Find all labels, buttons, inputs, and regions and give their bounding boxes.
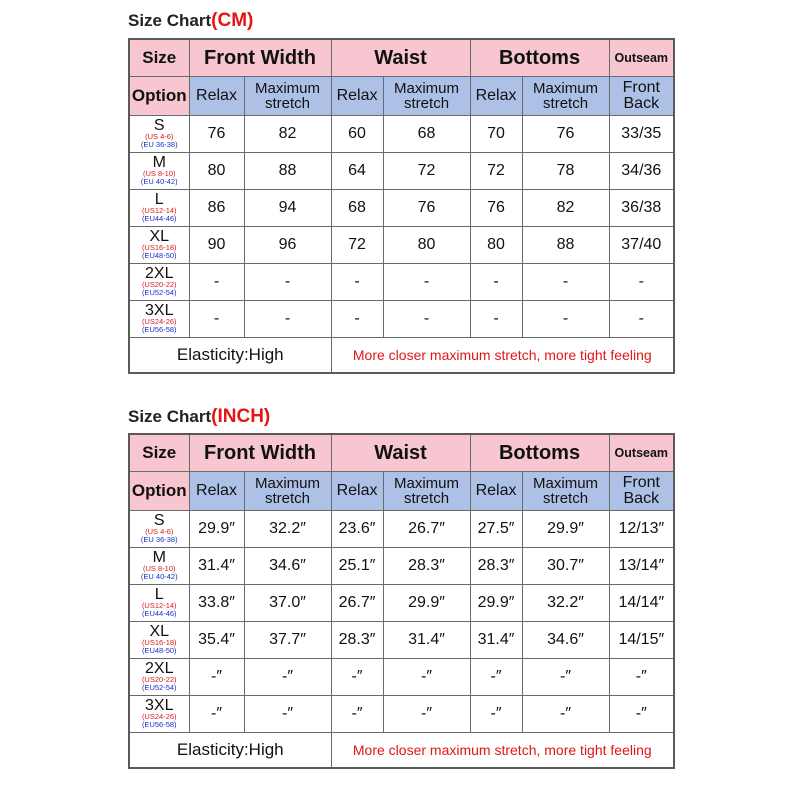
size-name: M: [152, 153, 166, 171]
bottoms-max-value: 34.6″: [522, 621, 609, 658]
waist-label: Waist: [374, 441, 427, 464]
size-name: L: [154, 585, 164, 603]
front-width-max-value: 37.7″: [244, 621, 331, 658]
front-back-header: [609, 76, 674, 115]
front-width-relax-value: 76: [189, 115, 244, 152]
outseam-label: Outseam: [614, 50, 669, 65]
size-name: 3XL: [145, 301, 174, 319]
elasticity-label: Elasticity:High: [129, 337, 331, 373]
bottoms-relax-value: 27.5″: [470, 510, 522, 547]
front-width-max-value: -″: [244, 658, 331, 695]
us-size: (US20-22): [141, 279, 177, 289]
us-size: (US 4-6): [145, 526, 174, 536]
outseam-front-back-value: -″: [609, 695, 674, 732]
size-label-cell: [129, 658, 189, 695]
size-table-inch: [128, 433, 675, 769]
max-stretch-header: [522, 471, 609, 510]
size-row: [129, 658, 674, 695]
waist-relax-value: -″: [331, 658, 383, 695]
relax-header: [470, 471, 522, 510]
size-row: [129, 226, 674, 263]
waist-header: [331, 434, 470, 471]
eu-size: (EU56-58): [141, 325, 177, 335]
outseam-front-back-value: -: [609, 263, 674, 300]
outseam-front-back-value: 12/13″: [609, 510, 674, 547]
outseam-front-back-value: 14/14″: [609, 584, 674, 621]
relax-header: [189, 471, 244, 510]
max-line2-label: stretch: [265, 94, 311, 112]
size-label: Size: [142, 443, 177, 463]
relax-header: [331, 471, 383, 510]
size-row: [129, 263, 674, 300]
relax-label: Relax: [336, 481, 378, 499]
bottoms-max-value: 32.2″: [522, 584, 609, 621]
chart-heading-unit: (INCH): [211, 406, 271, 427]
bottoms-max-value: 29.9″: [522, 510, 609, 547]
front-width-relax-value: -″: [189, 658, 244, 695]
front-width-relax-value: 31.4″: [189, 547, 244, 584]
front-width-relax-value: 80: [189, 152, 244, 189]
waist-label: Waist: [374, 46, 427, 69]
size-row: [129, 584, 674, 621]
size-name: XL: [149, 227, 170, 245]
front-width-max-value: 88: [244, 152, 331, 189]
front-back-header: [609, 471, 674, 510]
front-width-max-value: -″: [244, 695, 331, 732]
front-width-relax-value: -: [189, 300, 244, 337]
outseam-front-back-value: 14/15″: [609, 621, 674, 658]
chart-heading: [128, 406, 270, 428]
max-stretch-header: [244, 76, 331, 115]
front-width-relax-value: -: [189, 263, 244, 300]
eu-size: (EU44-46): [141, 609, 177, 619]
waist-max-value: 72: [383, 152, 470, 189]
bottoms-max-value: -″: [522, 695, 609, 732]
max-stretch-header: [383, 471, 470, 510]
front-width-max-value: -: [244, 300, 331, 337]
chart-heading: [128, 10, 253, 32]
size-name: 2XL: [145, 264, 174, 282]
max-line1-label: Maximum: [255, 79, 321, 97]
size-name: S: [153, 511, 165, 529]
waist-relax-value: 28.3″: [331, 621, 383, 658]
bottoms-label: Bottoms: [498, 441, 581, 464]
waist-relax-value: 25.1″: [331, 547, 383, 584]
chart-heading-unit: (CM): [211, 10, 254, 31]
waist-max-value: 28.3″: [383, 547, 470, 584]
waist-max-value: -″: [383, 695, 470, 732]
fit-note: More closer maximum stretch, more tight feeling: [331, 732, 674, 768]
bottoms-max-value: 76: [522, 115, 609, 152]
us-size: (US24-26): [141, 711, 177, 721]
us-size: (US24-26): [141, 316, 177, 326]
max-line2-label: stretch: [404, 94, 450, 112]
waist-max-value: -: [383, 300, 470, 337]
bottoms-relax-value: 72: [470, 152, 522, 189]
max-line1-label: Maximum: [255, 474, 321, 492]
max-line2-label: stretch: [404, 489, 450, 507]
us-size: (US12-14): [141, 205, 177, 215]
front-width-relax-value: 35.4″: [189, 621, 244, 658]
bottoms-relax-value: 76: [470, 189, 522, 226]
max-stretch-header: [522, 76, 609, 115]
waist-max-value: 31.4″: [383, 621, 470, 658]
bottoms-max-value: 30.7″: [522, 547, 609, 584]
waist-relax-value: 72: [331, 226, 383, 263]
relax-header: [331, 76, 383, 115]
bottoms-header: [470, 434, 609, 471]
bottoms-relax-value: -: [470, 263, 522, 300]
front-width-header: [189, 434, 331, 471]
size-name: L: [154, 190, 164, 208]
eu-size: (EU52-54): [141, 683, 177, 693]
size-label-cell: [129, 152, 189, 189]
footer-row: [129, 337, 674, 373]
waist-relax-value: 26.7″: [331, 584, 383, 621]
bottoms-relax-value: 29.9″: [470, 584, 522, 621]
size-label-cell: [129, 115, 189, 152]
max-line1-label: Maximum: [533, 474, 599, 492]
max-line2-label: stretch: [543, 94, 589, 112]
bottoms-max-value: 78: [522, 152, 609, 189]
option-label: Option: [131, 86, 187, 105]
front-label: Front: [622, 473, 660, 491]
bottoms-label: Bottoms: [498, 46, 581, 69]
size-row: [129, 300, 674, 337]
max-line2-label: stretch: [265, 489, 311, 507]
elasticity-label: Elasticity:High: [129, 732, 331, 768]
outseam-front-back-value: -″: [609, 658, 674, 695]
outseam-front-back-value: 33/35: [609, 115, 674, 152]
front-label: Front: [622, 78, 660, 96]
waist-max-value: 80: [383, 226, 470, 263]
us-size: (US 8-10): [142, 563, 176, 573]
front-width-relax-value: 90: [189, 226, 244, 263]
front-width-relax-value: 29.9″: [189, 510, 244, 547]
outseam-front-back-value: 36/38: [609, 189, 674, 226]
waist-max-value: 26.7″: [383, 510, 470, 547]
size-row: [129, 621, 674, 658]
size-label-cell: [129, 695, 189, 732]
waist-relax-value: 64: [331, 152, 383, 189]
us-size: (US16-18): [141, 242, 177, 252]
size-row: [129, 510, 674, 547]
waist-relax-value: 68: [331, 189, 383, 226]
front-width-relax-value: -″: [189, 695, 244, 732]
front-width-relax-value: 33.8″: [189, 584, 244, 621]
relax-label: Relax: [475, 86, 517, 104]
max-stretch-header: [244, 471, 331, 510]
front-width-max-value: 32.2″: [244, 510, 331, 547]
us-size: (US12-14): [141, 600, 177, 610]
max-line1-label: Maximum: [394, 79, 460, 97]
relax-header: [189, 76, 244, 115]
size-row: [129, 189, 674, 226]
max-line2-label: stretch: [543, 489, 589, 507]
outseam-header: [609, 39, 674, 76]
size-label-cell: [129, 263, 189, 300]
bottoms-relax-value: -″: [470, 695, 522, 732]
option-header: [129, 471, 189, 510]
waist-relax-value: 60: [331, 115, 383, 152]
bottoms-header: [470, 39, 609, 76]
size-name: 2XL: [145, 659, 174, 677]
bottoms-relax-value: 31.4″: [470, 621, 522, 658]
bottoms-max-value: -: [522, 263, 609, 300]
waist-relax-value: -: [331, 263, 383, 300]
option-label: Option: [131, 481, 187, 500]
chart-heading-prefix: Size Chart: [128, 11, 212, 30]
waist-relax-value: 23.6″: [331, 510, 383, 547]
size-label-cell: [129, 584, 189, 621]
us-size: (US20-22): [141, 674, 177, 684]
max-stretch-header: [383, 76, 470, 115]
size-row: [129, 115, 674, 152]
eu-size: (EU48-50): [141, 646, 177, 656]
outseam-front-back-value: -: [609, 300, 674, 337]
waist-relax-value: -: [331, 300, 383, 337]
eu-size: (EU56-58): [141, 720, 177, 730]
front-width-max-value: 34.6″: [244, 547, 331, 584]
front-width-max-value: 82: [244, 115, 331, 152]
size-table-cm: [128, 38, 675, 374]
front-width-label: Front Width: [204, 441, 317, 464]
size-label-cell: [129, 621, 189, 658]
size-label-cell: [129, 300, 189, 337]
us-size: (US 8-10): [142, 168, 176, 178]
size-name: S: [153, 116, 165, 134]
size-label-cell: [129, 510, 189, 547]
eu-size: (EU44-46): [141, 214, 177, 224]
front-width-max-value: 94: [244, 189, 331, 226]
front-width-header: [189, 39, 331, 76]
waist-max-value: 29.9″: [383, 584, 470, 621]
outseam-front-back-value: 37/40: [609, 226, 674, 263]
outseam-header: [609, 434, 674, 471]
relax-label: Relax: [475, 481, 517, 499]
waist-relax-value: -″: [331, 695, 383, 732]
eu-size: (EU 40-42): [140, 572, 178, 582]
chart-heading-prefix: Size Chart: [128, 407, 212, 426]
waist-max-value: -: [383, 263, 470, 300]
eu-size: (EU48-50): [141, 251, 177, 261]
bottoms-relax-value: -″: [470, 658, 522, 695]
back-label: Back: [623, 489, 660, 507]
max-line1-label: Maximum: [394, 474, 460, 492]
bottoms-relax-value: 28.3″: [470, 547, 522, 584]
fit-note: More closer maximum stretch, more tight feeling: [331, 337, 674, 373]
size-row: [129, 152, 674, 189]
size-header: [129, 39, 189, 76]
front-width-label: Front Width: [204, 46, 317, 69]
size-label: Size: [142, 48, 177, 68]
size-name: XL: [149, 622, 170, 640]
eu-size: (EU 36-38): [140, 535, 178, 545]
footer-row: [129, 732, 674, 768]
relax-label: Relax: [196, 481, 237, 499]
size-name: M: [152, 548, 166, 566]
waist-header: [331, 39, 470, 76]
size-row: [129, 695, 674, 732]
front-width-relax-value: 86: [189, 189, 244, 226]
bottoms-relax-value: -: [470, 300, 522, 337]
outseam-front-back-value: 13/14″: [609, 547, 674, 584]
waist-max-value: 68: [383, 115, 470, 152]
bottoms-max-value: -: [522, 300, 609, 337]
size-name: 3XL: [145, 696, 174, 714]
waist-max-value: 76: [383, 189, 470, 226]
eu-size: (EU52-54): [141, 288, 177, 298]
size-row: [129, 547, 674, 584]
back-label: Back: [623, 94, 660, 112]
size-label-cell: [129, 547, 189, 584]
front-width-max-value: -: [244, 263, 331, 300]
outseam-label: Outseam: [614, 445, 669, 460]
size-label-cell: [129, 226, 189, 263]
us-size: (US 4-6): [145, 131, 174, 141]
bottoms-max-value: 82: [522, 189, 609, 226]
front-width-max-value: 96: [244, 226, 331, 263]
relax-label: Relax: [336, 86, 378, 104]
size-label-cell: [129, 189, 189, 226]
bottoms-relax-value: 80: [470, 226, 522, 263]
outseam-front-back-value: 34/36: [609, 152, 674, 189]
max-line1-label: Maximum: [533, 79, 599, 97]
relax-header: [470, 76, 522, 115]
bottoms-max-value: 88: [522, 226, 609, 263]
relax-label: Relax: [196, 86, 237, 104]
bottoms-relax-value: 70: [470, 115, 522, 152]
option-header: [129, 76, 189, 115]
eu-size: (EU 36-38): [140, 140, 178, 150]
waist-max-value: -″: [383, 658, 470, 695]
us-size: (US16-18): [141, 637, 177, 647]
bottoms-max-value: -″: [522, 658, 609, 695]
eu-size: (EU 40-42): [140, 177, 178, 187]
front-width-max-value: 37.0″: [244, 584, 331, 621]
size-header: [129, 434, 189, 471]
